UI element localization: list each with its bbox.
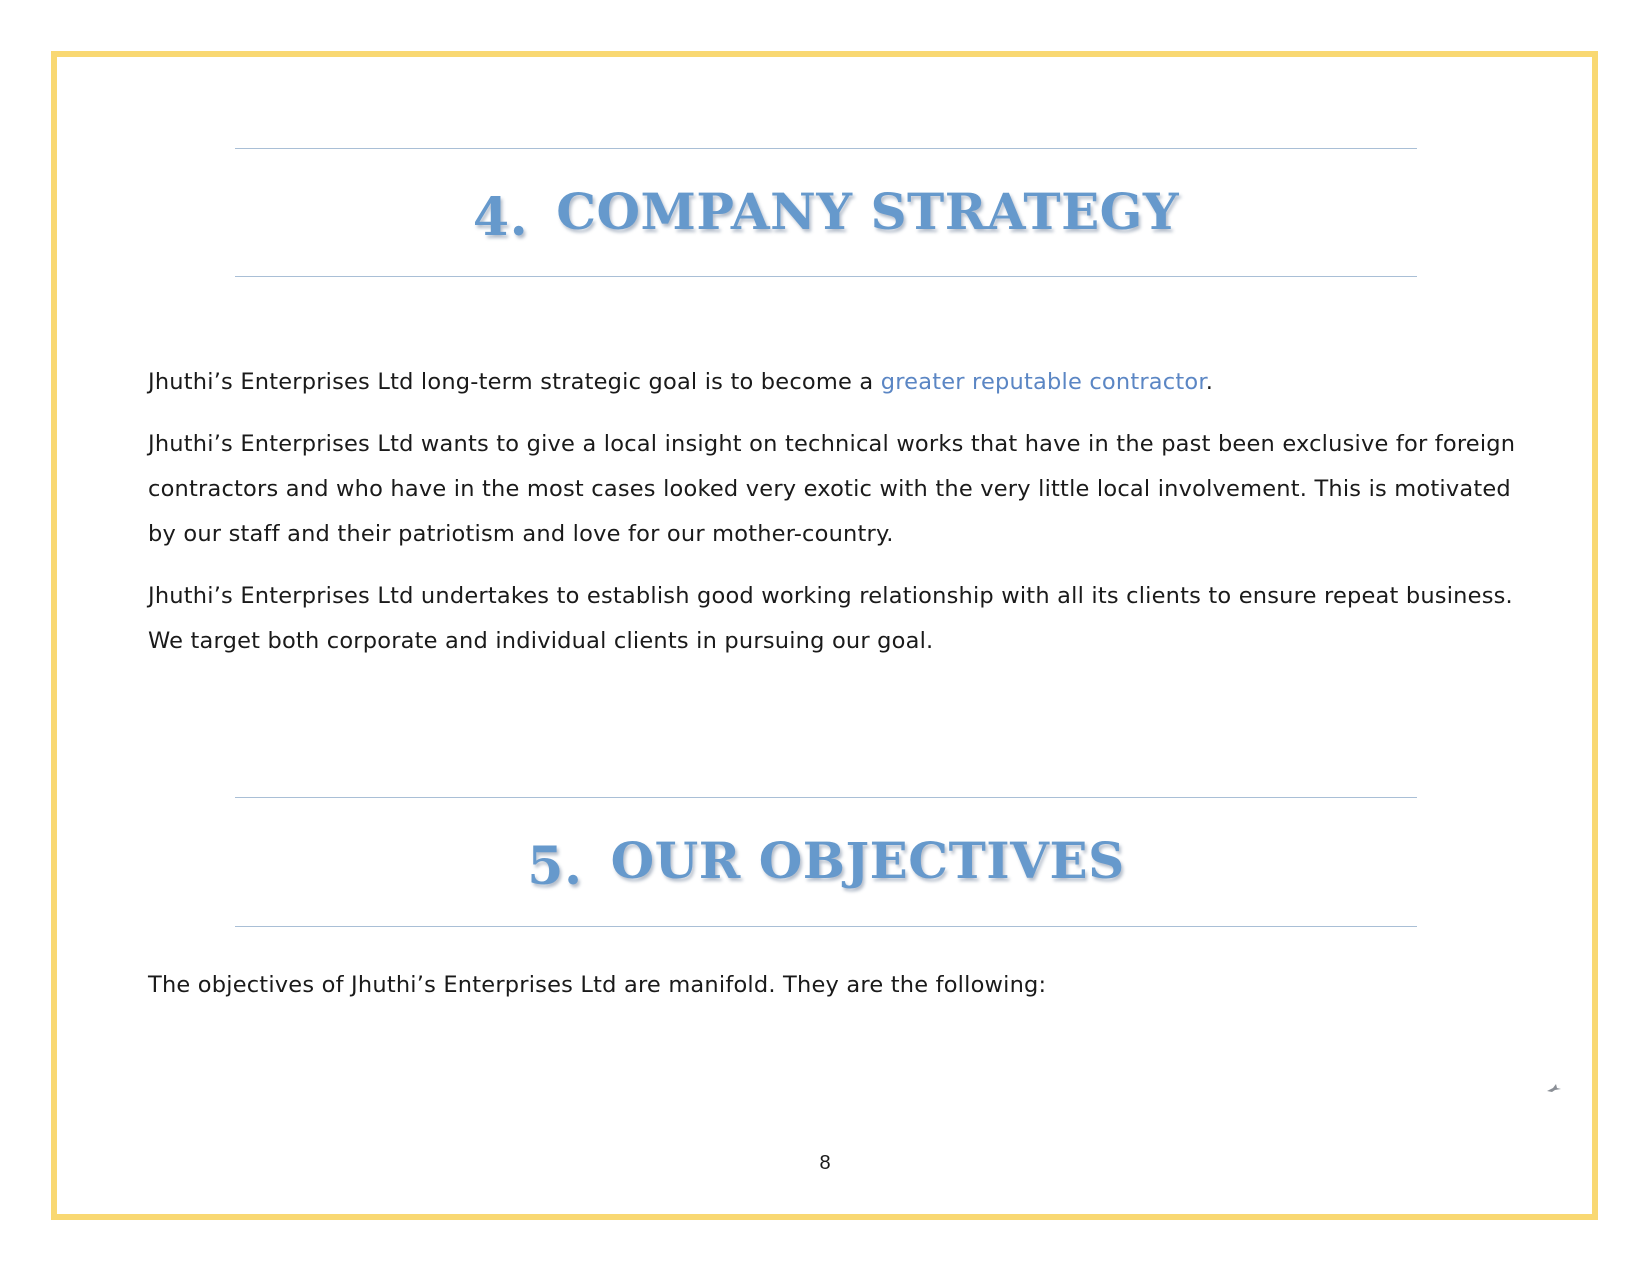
section5-title: OUR OBJECTIVES	[610, 831, 1125, 890]
section5-bottom-rule	[235, 926, 1417, 927]
page-number: 8	[819, 1152, 831, 1174]
section4-bottom-rule	[235, 276, 1417, 277]
section4-number: 4.	[472, 187, 529, 248]
section4-title: COMPANY STRATEGY	[556, 182, 1180, 241]
section4-paragraph-2: Jhuthi’s Enterprises Ltd wants to give a local insight on technical works that have in the past been exclusive for foreign contractors and who have in the most cases looked very exotic with the very little local involvement. This is motivated by our staff and their patriotism and love for our mother-country.	[148, 431, 1516, 547]
section4-paragraph-1	[148, 360, 1518, 405]
section4-paragraph-1-text: Jhuthi’s Enterprises Ltd long-term strategic goal is to become a	[148, 369, 881, 395]
small-bird-icon	[1546, 1083, 1562, 1093]
section4-paragraph-1-end: .	[1205, 369, 1214, 395]
section5-heading	[235, 831, 1417, 897]
reputable-contractor-link[interactable]: greater reputable contractor	[880, 369, 1206, 395]
section4-heading	[235, 182, 1417, 248]
section4-paragraph-3: Jhuthi’s Enterprises Ltd undertakes to establish good working relationship with all its clients to ensure repeat business. We target both corporate and individual clients in pursuing our goal.	[148, 583, 1513, 654]
section5-top-rule	[235, 797, 1417, 798]
section5-number: 5.	[527, 836, 583, 897]
section5-intro: The objectives of Jhuthi’s Enterprises Ltd are manifold. They are the following:	[148, 972, 1047, 998]
section4-top-rule	[235, 148, 1417, 149]
